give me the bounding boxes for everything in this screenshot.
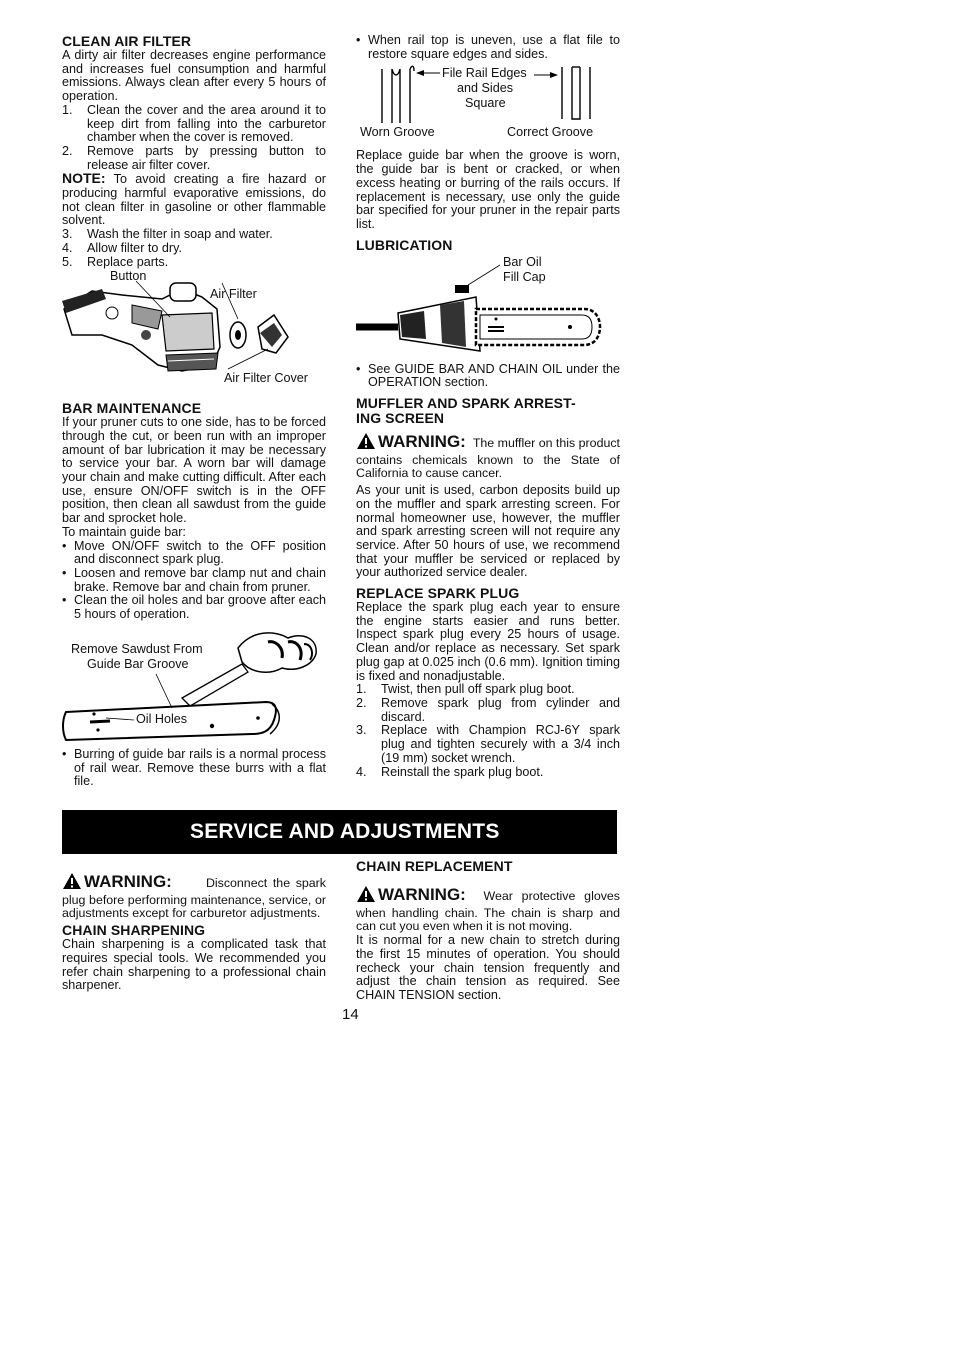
label-file-rail-2: and Sides: [457, 81, 514, 96]
bar-maintenance-intro: If your pruner cuts to one side, has to be forced through the cut, or been run with an improper amount of bar lubrication it may be necessary to service your bar. A worn bar will damage your chain and make cutting difficult. After each use, ensure ON/OFF switch is in the OFF position, then clean all sawdust from the guide bar and sprocket hole.: [62, 415, 326, 526]
label-sawdust-line2: Guide Bar Groove: [87, 656, 189, 671]
label-fill-cap: Fill Cap: [503, 269, 546, 284]
label-air-filter: Air Filter: [210, 287, 257, 302]
spark-plug-heading: REPLACE SPARK PLUG: [356, 585, 520, 602]
column-left-top: [62, 34, 326, 789]
label-file-rail-3: Square: [465, 96, 506, 111]
warning-triangle-icon: [356, 885, 376, 907]
warning-triangle-icon: [62, 872, 82, 894]
list-item: • When rail top is uneven, use a flat file to restore square edges and sides.: [356, 33, 620, 61]
column-right-bottom: [356, 859, 620, 1003]
clean-air-filter-intro: A dirty air filter decreases engine performance and increases fuel consumption and harmful emissions. Always clean after every 5 hours of operation.: [62, 48, 326, 104]
label-bar-oil: Bar Oil: [503, 254, 542, 269]
clean-air-filter-heading: CLEAN AIR FILTER: [62, 33, 192, 49]
rail-bullets: [356, 34, 620, 61]
column-left-bottom: [62, 872, 326, 993]
service-warning: WARNING: Disconnect the spark plug before performing maintenance, service, or adjustments except for carburetor adjustments.: [62, 872, 327, 921]
air-filter-steps-b: [62, 228, 326, 269]
spark-plug-intro: Replace the spark plug each year to ensure the engine starts easier and runs better. Inspect spark plug every 25 hours of usage. Clean and/or replace as necessary. Set spark plug gap at 0.025 inch (0.6 mm). Ignition timing is fixed and nonadjustable.: [356, 600, 620, 683]
list-item: 3. Replace with Champion RCJ-6Y spark plug and tighten securely with a 3/4 inch (19 mm) socket wrench.: [356, 723, 620, 765]
bar-maintenance-heading: BAR MAINTENANCE: [62, 400, 202, 417]
replace-guide-bar-text: Replace guide bar when the groove is worn, the guide bar is bent or cracked, or when excess heating or burring of the rails occurs. If replacement is necessary, use only the guide bar specified for your pruner in the repair parts list.: [356, 148, 620, 231]
chain-sharpening-heading: CHAIN SHARPENING: [62, 922, 206, 939]
chain-replacement-body: It is normal for a new chain to stretch during the first 15 minutes of operation. You should recheck your chain tension frequently and adjust the chain tension as required. See CHAIN TENSION section.: [356, 933, 620, 1002]
chain-sharpening-text: Chain sharpening is a complicated task that requires special tools. We recommended you refer chain sharpening to a professional chain sharpener.: [62, 937, 326, 993]
muffler-heading-2: ING SCREEN: [356, 410, 445, 427]
bar-maintenance-bullets: [62, 540, 326, 622]
chain-replacement-heading: CHAIN REPLACEMENT: [356, 858, 513, 874]
groove-figure: [356, 61, 620, 149]
warning-triangle-icon: [356, 432, 376, 454]
list-item: • Burring of guide bar rails is a normal process of rail wear. Remove these burrs with a flat file.: [62, 746, 326, 789]
list-item: • See GUIDE BAR AND CHAIN OIL under the OPERATION section.: [356, 361, 620, 390]
list-item: 4. Allow filter to dry.: [62, 240, 182, 255]
spark-plug-steps: [356, 683, 620, 779]
muffler-body: As your unit is used, carbon deposits build up on the muffler and spark arresting screen. For normal homeowner use, however, the muffler and spark arresting screen will not require any service. After 50 hours of use, we recommend that your muffler be serviced or replaced by your authorized service dealer.: [356, 483, 620, 580]
burring-bullets: [62, 748, 326, 789]
muffler-heading-1: MUFFLER AND SPARK ARREST-: [356, 395, 576, 412]
to-maintain-label: To maintain guide bar:: [62, 524, 186, 539]
label-button: Button: [110, 269, 147, 284]
label-worn-groove: Worn Groove: [360, 125, 435, 140]
label-file-rail-1: File Rail Edges: [442, 66, 527, 81]
list-item: 1. Clean the cover and the area around it to keep dirt from falling into the carburetor chamber when the cover is removed.: [62, 102, 326, 145]
label-oil-holes: Oil Holes: [136, 711, 188, 726]
list-item: 3. Wash the filter in soap and water.: [62, 227, 273, 242]
muffler-warning: WARNING: The muffler on this product contains chemicals known to the State of California to cause cancer.: [356, 432, 620, 481]
air-filter-figure: [62, 269, 326, 395]
list-item: 2. Remove parts by pressing button to release air filter cover.: [62, 143, 326, 172]
guide-bar-figure: [62, 628, 326, 746]
lubrication-illustration: [356, 253, 620, 363]
list-item: • Move ON/OFF switch to the OFF position and disconnect spark plug.: [62, 538, 326, 567]
list-item: 4. Reinstall the spark plug boot.: [356, 764, 544, 779]
air-filter-steps-a: [62, 104, 326, 173]
list-item: 1. Twist, then pull off spark plug boot.: [356, 682, 575, 697]
label-sawdust-line1: Remove Sawdust From: [71, 641, 203, 656]
list-item: 2. Remove spark plug from cylinder and discard.: [356, 695, 620, 724]
lubrication-heading: LUBRICATION: [356, 236, 453, 253]
label-air-filter-cover: Air Filter Cover: [224, 371, 308, 386]
section-banner: [62, 810, 617, 854]
label-correct-groove: Correct Groove: [507, 125, 594, 140]
list-item: • Loosen and remove bar clamp nut and chain brake. Remove bar and chain from pruner.: [62, 565, 326, 594]
banner-title: SERVICE AND ADJUSTMENTS: [190, 820, 500, 843]
lubrication-figure: [356, 253, 620, 363]
page-number: 14: [342, 1006, 359, 1023]
air-filter-note: NOTE: To avoid creating a fire hazard or producing harmful evaporative emissions, do not clean filter in gasoline or other flammable solvent.: [62, 170, 326, 228]
chain-warning: WARNING: Wear protective gloves when handling chain. The chain is sharp and can cut you even when it is not moving.: [356, 885, 620, 934]
list-item: • Clean the oil holes and bar groove after each 5 hours of operation.: [62, 593, 326, 622]
lubrication-bullets: [356, 363, 620, 390]
list-item: 5. Replace parts.: [62, 254, 169, 269]
column-right-top: [356, 34, 620, 779]
